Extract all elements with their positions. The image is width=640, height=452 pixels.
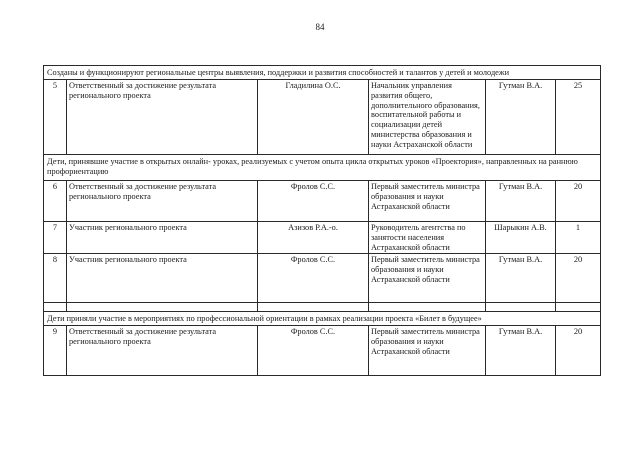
- spacer-row: [44, 303, 601, 312]
- row-role: Участник регионального проекта: [67, 254, 258, 303]
- table-row: [44, 222, 601, 254]
- row-supervisor: Гутман В.А.: [486, 326, 556, 376]
- spacer-cell: [44, 303, 67, 312]
- spacer-cell: [486, 303, 556, 312]
- row-number: 6: [44, 181, 67, 222]
- row-position: Руководитель агентства по занятости населения Астраханской области: [369, 222, 486, 254]
- row-load: 25: [556, 80, 601, 155]
- row-number: 9: [44, 326, 67, 376]
- row-name: Гладилина О.С.: [258, 80, 369, 155]
- row-load: 20: [556, 254, 601, 303]
- row-number: 7: [44, 222, 67, 254]
- spacer-cell: [556, 303, 601, 312]
- spacer-cell: [67, 303, 258, 312]
- row-name: Азизов Р.А.-о.: [258, 222, 369, 254]
- row-supervisor: Гутман В.А.: [486, 181, 556, 222]
- row-position: Начальник управления развития общего, дополнительного образования, воспитательной работы и социализации детей министерства образования и науки Астраханской области: [369, 80, 486, 155]
- row-supervisor: Гутман В.А.: [486, 80, 556, 155]
- row-name: Фролов С.С.: [258, 326, 369, 376]
- row-position: Первый заместитель министра образования и науки Астраханской области: [369, 326, 486, 376]
- row-position: Первый заместитель министра образования и науки Астраханской области: [369, 181, 486, 222]
- table-row: [44, 181, 601, 222]
- row-role: Ответственный за достижение результата регионального проекта: [67, 326, 258, 376]
- row-role: Ответственный за достижение результата регионального проекта: [67, 181, 258, 222]
- row-supervisor: Гутман В.А.: [486, 254, 556, 303]
- row-load: 20: [556, 181, 601, 222]
- table-row: [44, 254, 601, 303]
- section-title: Дети приняли участие в мероприятиях по профессиональной ориентации в рамках реализации проекта «Билет в будущее»: [44, 312, 601, 326]
- row-number: 8: [44, 254, 67, 303]
- responsibility-table: [43, 65, 601, 376]
- section-title: Дети, принявшие участие в открытых онлайн- уроках, реализуемых с учетом опыта цикла открытых уроков «Проектория», направленных на раннюю профориентацию: [44, 155, 601, 181]
- responsibility-table-wrap: [43, 65, 600, 431]
- table-row: [44, 326, 601, 376]
- row-name: Фролов С.С.: [258, 254, 369, 303]
- section-header-row: [44, 312, 601, 326]
- section-header-row: [44, 155, 601, 181]
- page-number: 84: [315, 22, 325, 32]
- spacer-cell: [369, 303, 486, 312]
- row-role: Участник регионального проекта: [67, 222, 258, 254]
- row-load: 1: [556, 222, 601, 254]
- spacer-cell: [258, 303, 369, 312]
- row-supervisor: Шарыкин А.В.: [486, 222, 556, 254]
- row-role: Ответственный за достижение результата регионального проекта: [67, 80, 258, 155]
- row-name: Фролов С.С.: [258, 181, 369, 222]
- row-number: 5: [44, 80, 67, 155]
- section-title: Созданы и функционируют региональные центры выявления, поддержки и развития способностей и талантов у детей и молодежи: [44, 66, 601, 80]
- row-load: 20: [556, 326, 601, 376]
- row-position: Первый заместитель министра образования и науки Астраханской области: [369, 254, 486, 303]
- section-header-row: [44, 66, 601, 80]
- table-row: [44, 80, 601, 155]
